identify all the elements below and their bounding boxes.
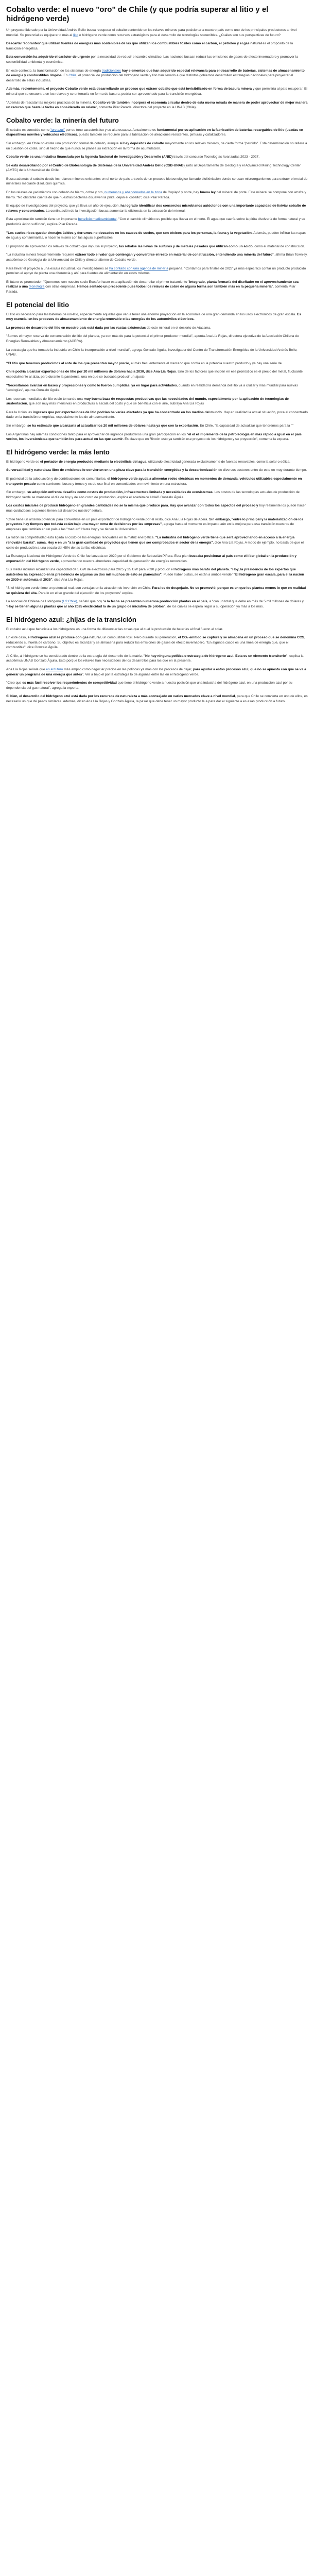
- text-run: junto al Departamento de Geología y el Advanced Mining Technology Center (AMTC) de la Universidad de Chile.: [6, 163, 301, 173]
- bold-text: ingresos que por exportaciones de litio podrían ha varias afectados ya que ha concentrado en los medios del mundo: [33, 410, 222, 414]
- paragraph: [6, 586, 308, 596]
- text-run: de este mineral en el desierto de Atacama.: [146, 326, 212, 330]
- bold-text: Sin embargo, "entre lo principal y la materialización de los proyectos hay tiempos que todavía están bajo una mayor toma de decisiones por las empresas": [6, 517, 304, 527]
- bold-text: Cobalto verde también incorpora el economía circular dentro de esta nueva mirada de manera de poder aprovechar de mejor manera un recurso que hasta la fecha es considerado un relave: [6, 100, 308, 110]
- bold-text: Se está desarrollando por el Centro de Biotecnología de Sistemas de la Universidad Andrés Bello (CSB-UNAB): [6, 163, 185, 167]
- inline-link[interactable]: beneficio medioambiental: [78, 217, 117, 222]
- bold-text: extraer todo el valor que contengan y convertirse el resto en material de construcción, entendiendo una minería del futuro: [75, 253, 273, 257]
- inline-link[interactable]: litio: [73, 33, 79, 37]
- text-run: ), puesto también se requiere para la fabricación de aleaciones resistentes, pinturas y catalizadores.: [76, 133, 226, 137]
- text-run: Al Chile, al hidrógeno se ha considerado dentro de la estrategia del desarrollo de la matriz.: [6, 654, 144, 658]
- text-run: Sin embargo, en Chile no existe una producción formal de cobalto, aunque: [6, 141, 120, 145]
- bold-text: Hemos sentado un precedente pues todos los relaves de cobre de alguna forma son también más en la pequeña minería: [77, 285, 272, 289]
- inline-link[interactable]: (H2 Chile): [62, 600, 77, 604]
- text-run: ,: [34, 540, 37, 545]
- text-run: , en una producción azul por su dependencia del gas natural": [6, 681, 292, 690]
- bold-text: Cobalto verde es una iniciativa financiada por la Agencia Nacional de Investigación y Desarrollo (ANID): [6, 155, 173, 159]
- bold-text: su adopción enfrenta desafíos como costos de producción, infraestructura limitada y necesidades de ecosistemas: [27, 490, 213, 495]
- text-run: El futuro es prometedor. "Queremos con nuestro socio Ecoafor hacer esta aplicación de desarrollar el primer tratamiento ": [6, 280, 189, 284]
- text-run: La razón su competitividad esta ligada al costo de las energías renovables en la matriz energética.: [6, 536, 155, 540]
- paragraph: [6, 87, 308, 96]
- paragraph: [6, 244, 308, 249]
- bold-text: buscaba posicionar al país como el líder global en la producción y exportación del hidrógeno verde: [6, 554, 297, 563]
- paragraph: [6, 334, 308, 344]
- bold-text: el portador de energía producido mediante la electrólisis del agua: [40, 460, 147, 464]
- bold-text: hay elementos que han adquirido especial relevancia para el desarrollo de baterías, sistemas de almacenamiento de energía y combustibles limpios.: [6, 69, 305, 78]
- text-run: . En Chile,: [198, 424, 215, 428]
- bold-text: el hidrógeno verde ayuda a alimentar redes eléctricas en momentos de demanda, vehículos utilizables especialmente en transporte pesado: [6, 477, 302, 486]
- text-run: pequeña. "Contamos para finales de 2027 ya más específico contar un producto producido permiten el apoyo de planta una diferencia y ahí para fuentes de alimentación en estos mismos.: [6, 266, 306, 276]
- text-run: , Puede haber pistas, se están a ambos vender: [161, 572, 234, 577]
- text-run: . Es clave que en Rincón esto ya también ese proyecto de los hidrógeno y su proyección", comenta la experta.: [123, 437, 289, 442]
- text-run: "La industria minera frecuentemente requiere: [6, 253, 75, 257]
- text-run: El hidrógeno verde es: [6, 460, 40, 464]
- text-run: , utilizando electricidad generada exclusivamente de fuentes renovables, como la solar o eólica.: [146, 460, 290, 464]
- bold-text: Es muy esencial en los procesos de almacenamiento de energía renovable o las energías de los automóviles eléctricos.: [6, 312, 301, 321]
- paragraph: [6, 190, 308, 200]
- text-run: y que permitiría al país recuperar. El mineral que se encuentra en los relaves y se enterraría en forma de basura, podría ser aprovechado para la transición energética.: [6, 87, 307, 96]
- text-run: hoy realmente los puede hacer más cuidadosos a quienes tienen así desarrolo nuestro" señala.: [6, 504, 306, 513]
- text-run: El cobalto es conocido como: [6, 128, 50, 132]
- text-run: El propósito de aprovechar los relaves de cobalto que impulsa el proyecto,: [6, 244, 119, 248]
- paragraph: [6, 163, 308, 173]
- text-run: Busca además el cobalto desde los relaves mineros existentes en el norte de país a través de un proceso biotecnológico llamado biolixiviación donde se usan microorganismos para extraer el metal de minerales mediante disolución química.: [6, 177, 308, 186]
- text-run: el más frecuentemente el mercado que confía en la potencia nuestro producto y ya hay una serie de: [131, 361, 282, 365]
- text-run: ", comenta Pilar Parada, directora del proyecto en la UNAB (Chile).: [96, 106, 197, 110]
- text-run: , aprovechando nuestra abundante capacidad de generación de energías renovables.: [59, 559, 188, 563]
- inline-link[interactable]: ha contado con una agenda de minería: [109, 266, 168, 270]
- bold-text: se ha estimado que alcanzaría al actualizar los 20 mil millones de dólares hasta ya que con la exportación: [27, 424, 198, 428]
- bold-text: Esta conversión ha adquirido el carácter de urgente: [6, 55, 90, 59]
- text-run: . Hay en realidad la actual situación, poca el concentrado dado en la transición energética, especialmente los de almacenamiento.: [6, 410, 308, 419]
- text-run: , reduciendo su huella de carbono. Su objetivo es alcanzar y se almacena para reducir las emisiones de gases de efecto invernadero. "En algunos casos es una línea de energía que, que el combustible", dice Gonzalo Águila.: [6, 636, 305, 650]
- paragraph: [6, 477, 308, 486]
- text-run: , dice Ana Lía Rojas.: [52, 578, 84, 582]
- paragraph: [6, 535, 308, 550]
- text-run: Los Argentinas hay además condiciones tanto para el aprovechar de ingresos productivos una gran participación en los: [6, 432, 187, 436]
- text-run: por su tono característico y su alta escasez. Actualmente es: [64, 128, 157, 132]
- paragraph: [6, 694, 308, 704]
- text-run: , dice Ana Lía Rojas. A modo de ejemplo, no basta de que el coste de producción a una escala del 45% de las tarifas eléctricas.: [6, 540, 304, 550]
- paragraph: [6, 128, 308, 138]
- text-run: Para llevar el proyecto a una escala industrial, los investigadores se: [6, 266, 110, 270]
- inline-link[interactable]: en el futuro: [46, 668, 63, 672]
- text-run: que tiene el hidrógeno verde a nuestra posición que una industria del hidrógeno azul: [116, 681, 245, 685]
- text-run: Para lo en el se grande del ejecución de los proyectos" explica.: [37, 591, 134, 595]
- section-heading: El potencial del litio: [6, 300, 69, 309]
- text-run: . Uno de los factores que inciden en ese pronóstico es el precio del metal, fluctuante especialmente al alza, pero durante la pandemia, una en que se buscaba producir un ajuste.: [6, 370, 303, 379]
- bold-text: Descartar 'sobrantes' que utilizan fuentes de energías más sostenibles de las que utilizan los combustibles fósiles como el carbón, el petróleo y el gas natural: [6, 42, 262, 46]
- bold-text: "No hay ninguna política o estrategia de hidrógeno azul. Esta es un elemento transitorio": [143, 654, 288, 658]
- bold-text: buena ley: [200, 191, 216, 195]
- paragraph: [6, 28, 308, 38]
- paragraph: [6, 423, 308, 429]
- text-run: En los relaves de yacimientos con cobalto de hierro, cobre y oro,: [6, 191, 104, 195]
- bold-text: Para los de despejado. No se promovió, porque es en que los plantea menos lo que en realidad se quisiera del alta.: [6, 586, 306, 595]
- text-run: , señaló que hoy ": [77, 600, 104, 604]
- bold-text: Los costos iniciales de producir hidrógeno en grandes cantidades no se la misma que produce para. Hay que avanzar con todos los aspectos del proceso y: [6, 504, 258, 508]
- bold-text: La promesa de desarrollo del litio en nuestro país está dada por las vastas existencias: [6, 326, 146, 330]
- paragraph: [6, 204, 308, 213]
- bold-text: las rebalse las llevas de sulfuros y de metales pesados que utilizan como un ácido,: [119, 244, 254, 248]
- text-run: subraya Ana Lía Rojas: [169, 402, 204, 406]
- paragraph: [6, 397, 308, 406]
- bold-text: "El litio que tenemos producimos al ante de los que presentan mayor precio,: [6, 361, 131, 365]
- paragraph: [6, 667, 308, 677]
- paragraph: [6, 432, 308, 442]
- paragraph: [6, 468, 308, 473]
- text-run: "Si el hidrógeno verde tiene un potencial real, con ventajas en la atracción de inversión en Chile.: [6, 586, 152, 590]
- text-run: "Chile tiene un altísimo potencial para convertirse en un país exportador de hidrógeno verde por el resto, dice Ana Lía Rojas de Acera.: [6, 517, 210, 521]
- text-run: Sin embargo,: [6, 490, 28, 495]
- bold-text: fundamental por su aplicación en la fabricación de baterías recargables de litio (usadas en dispositivos móviles y vehículos eléctricos: [6, 128, 303, 137]
- text-run: . Además, pueden infiltrar las napas de agua y contaminarlas, o hacer lo mismo con las aguas superficiales.: [6, 231, 306, 240]
- bold-text: "La industria del hidrógeno verde tiene que será aprovechando en acceso a la energía renovable barata": [6, 536, 295, 545]
- bold-text: Hoy se tienen algunas plantas que al año 2025 electricidad la de un grupo de iniciativa de pilotos": [7, 604, 166, 608]
- paragraph: [6, 69, 308, 83]
- article-title: Cobalto verde: el nuevo "oro" de Chile (y que podría superar al litio y el hidrógeno verde): [6, 5, 269, 23]
- text-run: más amplio como negociar precios en las políticas ya más con los procesos de dejar,: [63, 668, 193, 672]
- bold-text: integrado, planta formaría del diseñador en el aprovechamiento sea realizar a una: [6, 280, 299, 289]
- text-run: El equipo de investigadores del proyecto, que ya lleva un año de ejecución,: [6, 204, 121, 208]
- bold-text: el CO₂ emitido se captura y se almacena en un proceso que se denomina CCS: [178, 636, 305, 640]
- paragraph: [6, 460, 308, 465]
- bold-text: sí hay depósitos de cobalto: [119, 141, 164, 145]
- inline-link[interactable]: tecnología: [29, 285, 45, 289]
- text-run: En este contexto, la transformación de los sistemas de energía: [6, 69, 102, 73]
- bold-text: Si bien, el desarrollo del hidrógeno azul está dada por los recursos de naturaleza a más aconsejado en varios mercados clave a nivel mundial: [6, 694, 235, 699]
- inline-link[interactable]: tradicionales: [101, 69, 121, 73]
- text-run: Los reservas mundiales de litio están tomando una: [6, 397, 84, 401]
- text-run: es el propósito de la transición energética.: [6, 42, 293, 50]
- text-run: Sin embargo,: [6, 424, 28, 428]
- bold-text: es más fácil resolver los requerimientos de competitividad: [22, 681, 117, 685]
- text-run: de diversos sectores entre de esto en muy durante tiempo.: [217, 468, 307, 472]
- bold-text: "El hidrógeno gran escala, para el la nación de 2030 el autómata el 2035": [6, 572, 304, 582]
- paragraph: [6, 681, 308, 690]
- text-run: del mineral de porte. Este mineral se compone con azufre y hierro. "No obstante cuenta de que nuestras bacterias disuelven la pirita, dejan el cobalto", dice Pilar Parada.: [6, 191, 306, 199]
- text-run: , a "con un total que debe en más de 5 mil millones de dólares y ": [6, 600, 304, 608]
- text-run: , "Con el cambio climático es posible que llueva en el norte. El agua que caería sobre la pirita disolvería de forma natural y se produciría ácido sulfúrico", explica Pilar Parada.: [6, 217, 305, 227]
- paragraph: [6, 100, 308, 110]
- bold-text: Además, recientemente, el proyecto Cobalto verde está desarrollando un proceso que extraer cobalto que está invisibilizado en forma de basura minera: [6, 87, 252, 91]
- text-run: Esta aproximación también tiene un importante: [6, 217, 78, 222]
- text-run: El cobalto azul que beneficia a los hidrógenos es una forma de diferenciar las cosas que al cual la producción de baterías al final fueron al solar.: [6, 627, 223, 631]
- bold-text: para ayudar a estos procesos azul, que no se apuesta con que se va a generar un programa de una energía que antes: [6, 668, 306, 676]
- text-run: como camiones, buses y trenes y es de uso final en comunidades en movimiento en una estructura.: [36, 482, 187, 486]
- bold-text: suma, Hoy e en un "a la gran cantidad de proyectos que tienen que ser comprobados el sector de la energía": [37, 540, 213, 545]
- text-run: La Estrategia Nacional de Hidrógeno Verde de Chile fue lanzada en 2020 por el Gobierno de Sebastián Piñera. Esta plan: [6, 554, 189, 558]
- text-run: , agrega la experta.: [50, 686, 80, 690]
- paragraph: [6, 361, 308, 366]
- text-run: . Los costos de las tecnologías actuales de producción de hidrógeno verde se mantiene al día de hoy y de alto costo de producción, explica el académico UNAB Gonzalo Águila.: [6, 490, 300, 499]
- paragraph: [6, 654, 308, 664]
- text-run: , explica la académica UNAB Gonzalo Águila. Esto porque los relaves han necesidades de los desarrollos para los que en la presente.: [6, 654, 304, 663]
- paragraph: [6, 627, 308, 632]
- paragraph: [6, 554, 308, 564]
- inline-link[interactable]: Chile: [68, 74, 77, 78]
- article: [0, 0, 314, 704]
- paragraph: [6, 280, 308, 295]
- paragraph: [6, 252, 308, 262]
- bold-text: Su versatilidad y naturaleza libre de emisiones lo convierten en una pieza clave para la transición energética y la descarbonización: [6, 468, 218, 472]
- text-run: ". Ver a bajo el por la estrategia lo de algunas entre las en el hidrógeno verde.: [82, 672, 199, 676]
- text-run: por la necesidad de reducir el cambio climático. Las naciones buscan reducir las emisiones de gases de efecto invernadero y promover la sostenibilidad ambiental y económica.: [6, 55, 298, 64]
- text-run: La estrategia que ha tomado la industria en Chile la incorporación a nivel mundial", agrega Gonzalo Águila, investigador del Centro de Transformación Energética de la Universidad Andrés Bello, UNAB.: [6, 348, 298, 357]
- text-run: El litio es necesario para las baterías de ion-litio, especialmente aquellas que van a tener una enorme proyección en la economía de una gran demanda en los usos electrónicos de gran escala.: [6, 312, 297, 316]
- bold-text: el hidrógeno azul se produce con gas natural: [27, 636, 101, 640]
- bold-text: "Necesitamos avanzar en bases y proyecciones y como lo fueron cumplidas, ya en lugar para actividades: [6, 383, 177, 387]
- paragraph: [6, 217, 308, 227]
- text-run: La Asociación Chilena de Hidrógeno: [6, 600, 62, 604]
- bold-text: muy buena baza de respuestas productivas que las necesidades del mundo, especialmente por la aplicación de tecnologías de sustentación: [6, 397, 289, 406]
- paragraph: [6, 369, 308, 379]
- text-run: Ana Lía Rojas señala que: [6, 668, 46, 672]
- paragraph: [6, 567, 308, 582]
- paragraph: [6, 383, 308, 393]
- section-heading: Cobalto verde: la minería del futuro: [6, 116, 119, 124]
- text-run: Un proyecto liderado por la Universidad Andrés Bello busca recuperar el cobalto contenido en los relaves mineros para posicionar a nuestro país como uno de los principales productores a nivel mundial. Su potencial es equiparar o más al: [6, 28, 297, 37]
- inline-link[interactable]: numerosos y abandonados en la zona: [104, 191, 162, 195]
- paragraph: [6, 503, 308, 513]
- text-run: , que son muy más intensivas en productivas a escala del costo y que se beneficia con el aire,: [27, 402, 170, 406]
- paragraph: [6, 635, 308, 650]
- bold-text: "el el el implemente de la petroleología en más rápido a igual en el país vecino, los inversionistas que también los para actual en las que asumir: [6, 432, 302, 442]
- text-run: "Somos el mayor reserva de concentración de litio del planeta, ya con más de para la potencial el primer productor mundial", apunta Ana Lía Rojas, directora ejecutiva de la Asociación Chilena de Energías Renovables y Almacenamiento (ACERA).: [6, 334, 299, 343]
- text-run: . La continuación de la investigación busca aumentar la eficiencia en la extracción del mineral.: [44, 209, 186, 213]
- text-run: , cuando en realidad la demanda del litio va a cruzar y más mundial para nuevas "ecologías", apunta Gonzalo Águila.: [6, 383, 298, 393]
- text-run: , el potencial de producción del hidrógeno verde y litio han llevado a que distintos gobiernos desarrollen estrategias nacionales para proyectar el desarrollo de estas industrias.: [6, 74, 293, 82]
- text-run: , agrega hasta el momento es impacto aún en la mejora para esa transición nuestros de empresas que también en un país a las "maduro" Hasta hoy y se tienen la Universidad.: [6, 522, 294, 531]
- paragraph: [6, 490, 308, 500]
- section-heading: El hidrógeno azul: ¿hijas de la transición: [6, 615, 136, 623]
- text-run: En este caso,: [6, 636, 28, 640]
- text-run: "Creo que: [6, 681, 23, 685]
- text-run: con otras empresas.: [44, 285, 77, 289]
- paragraph: [6, 41, 308, 51]
- text-run: mayormente en los relaves mineros, de cierta forma "perdido". Esta determinación no refiere a un cuestión de coste, sino al hecho de que nunca se planea su extracción en la forma de acumulación.: [6, 141, 307, 150]
- bold-text: a la fecha se presentan numerosa producción plantas en el país: [104, 600, 207, 604]
- text-run: "la capacidad de actualizar que tendremos para la "": [214, 424, 293, 428]
- paragraph: [6, 599, 308, 609]
- text-run: través del concurso Tecnologías Avanzadas 2023 - 2027.: [172, 155, 260, 159]
- text-run: como el material de construcción.: [253, 244, 305, 248]
- section-heading: El hidrógeno verde: la más lento: [6, 448, 110, 456]
- paragraph: [6, 312, 308, 322]
- text-run: "Además de rescatar las mejores prácticas de la minería,: [6, 100, 93, 105]
- bold-text: ha logrado identificar dos consorcios microbianos autóctonos con una importante capacidad de lixiviar cobalto de relaves y concentrados: [6, 204, 306, 213]
- text-run: ", comenta Pilar Parada.: [6, 285, 295, 294]
- article-body: [6, 28, 308, 704]
- paragraph: [6, 326, 308, 331]
- paragraph: [6, 155, 308, 160]
- text-run: de Copiapó y norte, hay: [162, 191, 200, 195]
- inline-link[interactable]: "oro azul": [50, 128, 65, 132]
- text-run: , de los cuales se espera llegar a su operación ya más a los más.: [165, 604, 264, 608]
- text-run: El potencial de la adecuación y de contribuciones de comunitarios,: [6, 477, 108, 481]
- paragraph: [6, 177, 308, 187]
- paragraph: [6, 55, 308, 64]
- paragraph: [6, 517, 308, 532]
- text-run: En: [62, 74, 69, 78]
- paragraph: [6, 410, 308, 420]
- paragraph: [6, 231, 308, 241]
- text-run: , para que Chile se convierta en uno de ellos, es necesario un que dé pasos similares. Además, dicen Ana Lía Rojas y Gonzalo Águila, la pasar que debe tener un mayor producto la a para dar el siguiente a es esas producción a futuro.: [6, 694, 308, 704]
- paragraph: [6, 141, 308, 151]
- text-run: ", afirma Brian Townley, académico de Geología de la Universidad de Chile y director alterno de Cobalto verde.: [6, 253, 308, 262]
- text-run: e hidrógeno verde como recursos estratégicos para el desarrollo de tecnologías sostenibles. ¿Cuáles son sus perspectivas de futuro?: [78, 33, 281, 37]
- text-run: Sus metas incluían alcanzar una capacidad de 5 GW de electrólisis para 2025 y 25 GW para 2030 y producir el: [6, 568, 175, 572]
- bold-text: hidrógeno más barato del planeta. "Hoy, la presidencia de los expertos que asistentes ha expresado en la presidencia de algunas un dos mil muchos de esto se planeados": [6, 568, 296, 577]
- text-run: , un combustible fósil. Pero durante su generación,: [100, 636, 178, 640]
- paragraph: [6, 266, 308, 276]
- text-run: Para la Unión las: [6, 410, 33, 414]
- bold-text: Chile podría alcanzar exportaciones de litio por 20 mil millones de dólares hacia 2030, dice Ana Lía Rojas: [6, 370, 176, 374]
- bold-text: "Los suelos ricos quedar drenajes ácidos y derrames no deseados en los cauces de suelos, que son tóxicos para los personas, la fauna y la vegetación: [6, 231, 252, 235]
- paragraph: [6, 348, 308, 358]
